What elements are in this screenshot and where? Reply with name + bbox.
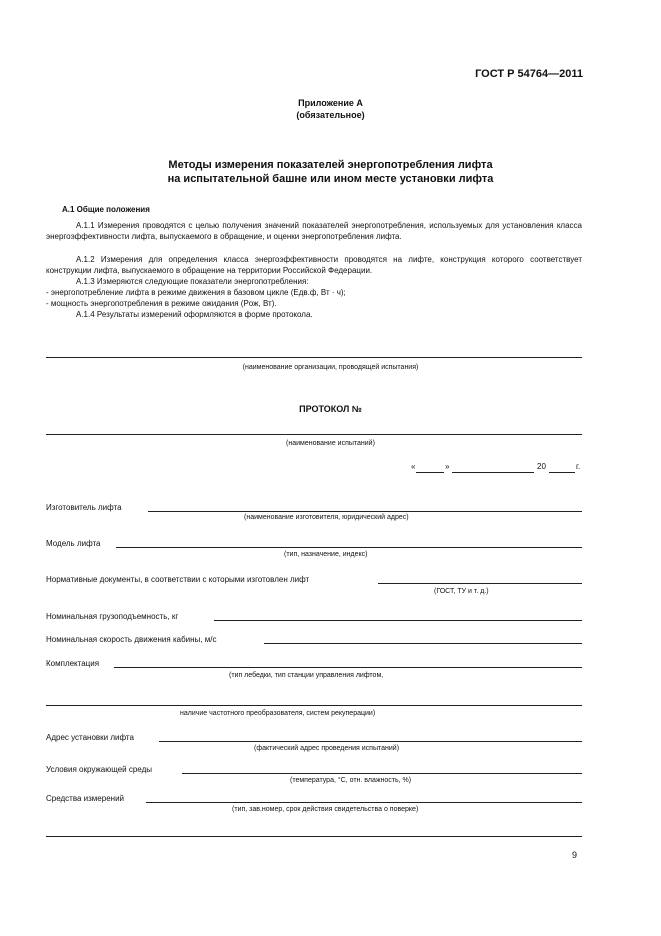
test-name-caption: (наименование испытаний) (286, 440, 375, 447)
annex-title: Приложение А (298, 98, 363, 108)
equipment-field-2[interactable] (46, 705, 582, 706)
instruments-field-2[interactable] (46, 836, 582, 837)
section-heading: А.1 Общие положения (62, 205, 150, 214)
address-caption: (фактический адрес проведения испытаний) (254, 745, 400, 752)
date-suffix: г. (576, 462, 581, 471)
environment-caption: (температура, °С, отн. влажность, %) (290, 777, 412, 784)
environment-label: Условия окружающей среды (46, 765, 152, 774)
annex-heading (0, 97, 661, 121)
equipment-caption: (тип лебедки, тип станции управления лифтом, (229, 672, 384, 679)
bullet-standby-power: - мощность энергопотребления в режиме ожидания (Pож, Вт). (46, 299, 277, 308)
normative-docs-field[interactable] (378, 583, 582, 584)
date-year-prefix: 20 (537, 462, 546, 471)
paragraph-a12: А.1.2 Измерения для определения класса энергоэффективности проводятся на лифте, конструкция которого соответствует конструкции лифта, выпускаемого в обращение на территории Российской Федерации. (46, 255, 582, 275)
manufacturer-field[interactable] (148, 511, 582, 512)
date-year-field[interactable] (549, 472, 575, 473)
model-label: Модель лифта (46, 539, 101, 548)
capacity-field[interactable] (214, 620, 582, 621)
instruments-label: Средства измерений (46, 794, 125, 803)
manufacturer-caption: (наименование изготовителя, юридический адрес) (244, 514, 409, 521)
organization-line (46, 357, 582, 358)
model-field[interactable] (116, 547, 582, 548)
equipment-caption-2: наличие частотного преобразователя, систем рекуперации) (180, 710, 376, 717)
organization-caption: (наименование организации, проводящей испытания) (242, 364, 419, 371)
manufacturer-label: Изготовитель лифта (46, 503, 122, 512)
annex-status: (обязательное) (296, 110, 365, 120)
environment-field[interactable] (182, 773, 582, 774)
paragraph-a11: А.1.1 Измерения проводятся с целью получения значений показателей энергопотребления, используемых для установления класса энергоэффективности лифта, выпускаемого в обращение, и оценки энергопотребления лифта. (46, 221, 582, 241)
equipment-field[interactable] (114, 667, 582, 668)
paragraph-a13: А.1.3 Измеряются следующие показатели энергопотребления: (76, 277, 309, 286)
capacity-label: Номинальная грузоподъемность, кг (46, 612, 179, 621)
instruments-field[interactable] (146, 802, 582, 803)
title-line-1: Методы измерения показателей энергопотребления лифта (168, 159, 493, 171)
title-line-2: на испытательной башне или ином месте установки лифта (167, 173, 494, 185)
date-open-quote: « (411, 462, 416, 471)
address-label: Адрес установки лифта (46, 733, 134, 742)
bullet-energy-consumption: - энергопотребление лифта в режиме движения в базовом цикле (Eдв.ф, Вт · ч); (46, 288, 346, 297)
test-name-line (46, 434, 582, 435)
document-title (0, 158, 661, 186)
address-field[interactable] (159, 741, 582, 742)
normative-docs-label: Нормативные документы, в соответствии с которыми изготовлен лифт (46, 575, 310, 584)
standard-number: ГОСТ Р 54764—2011 (475, 68, 583, 80)
protocol-title: ПРОТОКОЛ № (299, 404, 362, 414)
instruments-caption: (тип, зав.номер, срок действия свидетельства о поверке) (232, 806, 419, 813)
equipment-label: Комплектация (46, 659, 100, 668)
speed-label: Номинальная скорость движения кабины, м/с (46, 635, 217, 644)
normative-docs-caption: (ГОСТ, ТУ и т. д.) (434, 588, 489, 595)
date-day-field[interactable] (416, 472, 444, 473)
page-number: 9 (571, 850, 577, 860)
speed-field[interactable] (264, 643, 582, 644)
date-month-field[interactable] (452, 472, 534, 473)
paragraph-a14: А.1.4 Результаты измерений оформляются в форме протокола. (76, 310, 313, 319)
model-caption: (тип, назначение, индекс) (284, 551, 368, 558)
date-close-quote: » (445, 462, 450, 471)
